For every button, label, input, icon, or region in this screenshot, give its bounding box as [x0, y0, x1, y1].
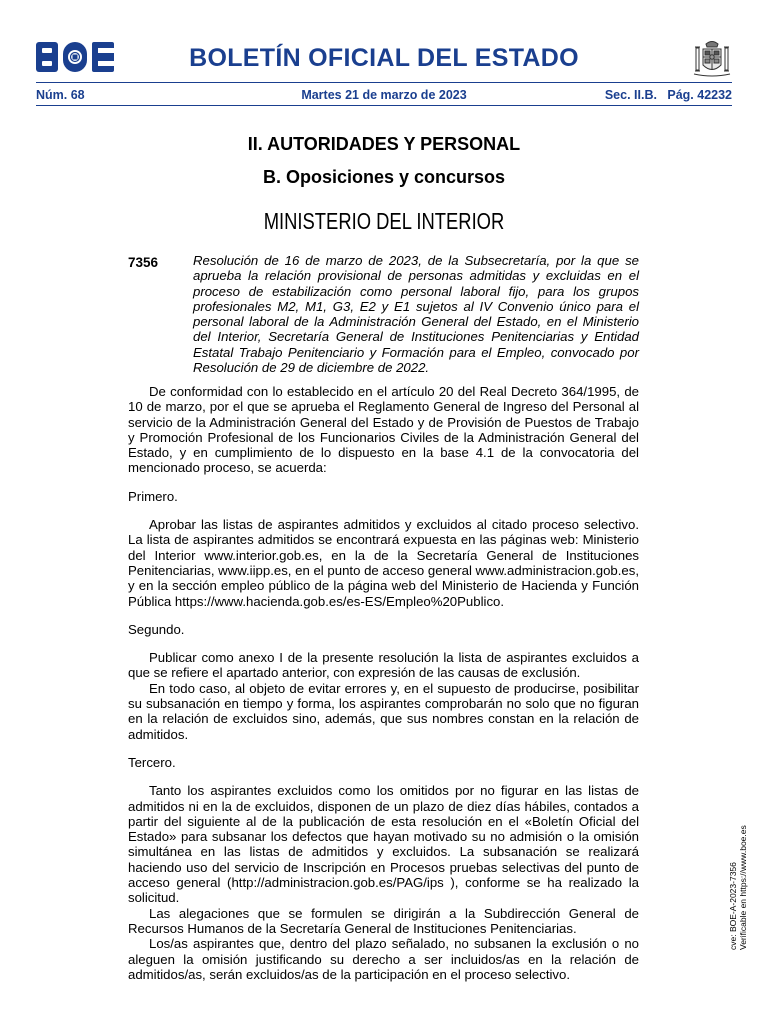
heading-primero: Primero.: [128, 488, 178, 504]
tercero-paragraph-2: Las alegaciones que se formulen se dirigirán a la Subdirección General de Recursos Humanos de la Secretaría General de Instituciones Penitenciarias.: [128, 905, 639, 936]
boe-logo: [36, 42, 114, 72]
coat-of-arms-icon: [692, 38, 732, 80]
issue-date: Martes 21 de marzo de 2023: [301, 88, 467, 102]
tercero-paragraph-3: Los/as aspirantes que, dentro del plazo señalado, no subsanen la exclusión o no aleguen la omisión justificando su derecho a ser incluidos/as en la relación de admitidos/as, serán excluidos/as de la participación en el proceso selectivo.: [128, 936, 639, 982]
verification-sidebar: [728, 760, 748, 950]
document-body: [128, 384, 639, 982]
tercero-paragraph-1: Tanto los aspirantes excluidos como los omitidos por no figurar en las listas de admitidos ni en la de excluidos, disponen de un plazo de diez días hábiles, contados a partir del siguiente al de la publicación de esta resolución en el «Boletín Oficial del Estado» para subsanar los defectos que hayan motivado su no admisión o la omisión simultánea en las listas de admitidos y excluidos. La subsanación se realizará haciendo uso del servicio de Inscripción en Procesos pruebas selectivas del punto de acceso general (http://administracion.gob.es/PAG/ips ), conforme se ha realizado la solicitud.: [128, 783, 639, 906]
header-rule-bottom: [36, 105, 732, 106]
segundo-paragraph-2: En todo caso, al objeto de evitar errores y, en el supuesto de producirse, posibilitar su subsanación en tiempo y forma, los aspirantes comprobarán no solo que no figuran en la relación de excluidos sino, además, que sus nombres constan en la relación de admitidos.: [128, 680, 639, 742]
ministry-name: MINISTERIO DEL INTERIOR: [263, 208, 505, 234]
cve-code: cve: BOE-A-2023-7356: [728, 862, 738, 950]
issue-number: Núm. 68: [36, 88, 85, 102]
resolution-summary: Resolución de 16 de marzo de 2023, de la Subsecretaría, por la que se aprueba la relación provisional de personas admitidas y excluidas en el proceso de estabilización como personal laboral fijo, para los grupos profesionales M2, M1, G3, E2 y E1 sujetos al IV Convenio único para el personal laboral de la Administración General del Estado, en el Ministerio del Interior, Secretaría General de Instituciones Penitenciarias y Entidad Estatal Trabajo Penitenciario y Formación para el Empleo, convocado por Resolución de 29 de diciembre de 2022.: [193, 253, 639, 376]
section-subtitle: B. Oposiciones y concursos: [262, 167, 506, 187]
intro-paragraph: De conformidad con lo establecido en el artículo 20 del Real Decreto 364/1995, de 10 de marzo, por el que se aprueba el Reglamento General de Ingreso del Personal al servicio de la Administración General del Estado y de Provisión de Puestos de Trabajo y Promoción Profesional de los Funcionarios Civiles de la Administración General del Estado, y en cumplimiento de lo dispuesto en la base 4.1 de la convocatoria del mencionado proceso, se acuerda:: [128, 384, 639, 476]
header-rule-top: [36, 82, 732, 83]
section-page: Sec. II.B. Pág. 42232: [604, 88, 732, 102]
gazette-title: BOLETÍN OFICIAL DEL ESTADO: [189, 44, 579, 72]
verification-link[interactable]: Verificable en https://www.boe.es: [738, 825, 748, 950]
heading-segundo: Segundo.: [128, 621, 185, 637]
heading-tercero: Tercero.: [128, 754, 176, 770]
section-title: II. AUTORIDADES Y PERSONAL: [247, 134, 521, 154]
resolution-number: 7356: [128, 255, 159, 270]
primero-paragraph: Aprobar las listas de aspirantes admitidos y excluidos al citado proceso selectivo. La lista de aspirantes admitidos se encontrará expuesta en las páginas web: Ministerio del Interior www.interior.gob.es, en la de la Secretaría General de Instituciones Penitenciarias, www.iipp.es, en el punto de acceso general www.administracion.gob.es, y en la sección empleo público de la página web del Ministerio de Hacienda y Función Pública https://www.hacienda.gob.es/es-ES/Empleo%20Publico.: [128, 517, 639, 609]
segundo-paragraph-1: Publicar como anexo I de la presente resolución la lista de aspirantes excluidos a que se refiere el apartado anterior, con expresión de las causas de exclusión.: [128, 650, 639, 681]
